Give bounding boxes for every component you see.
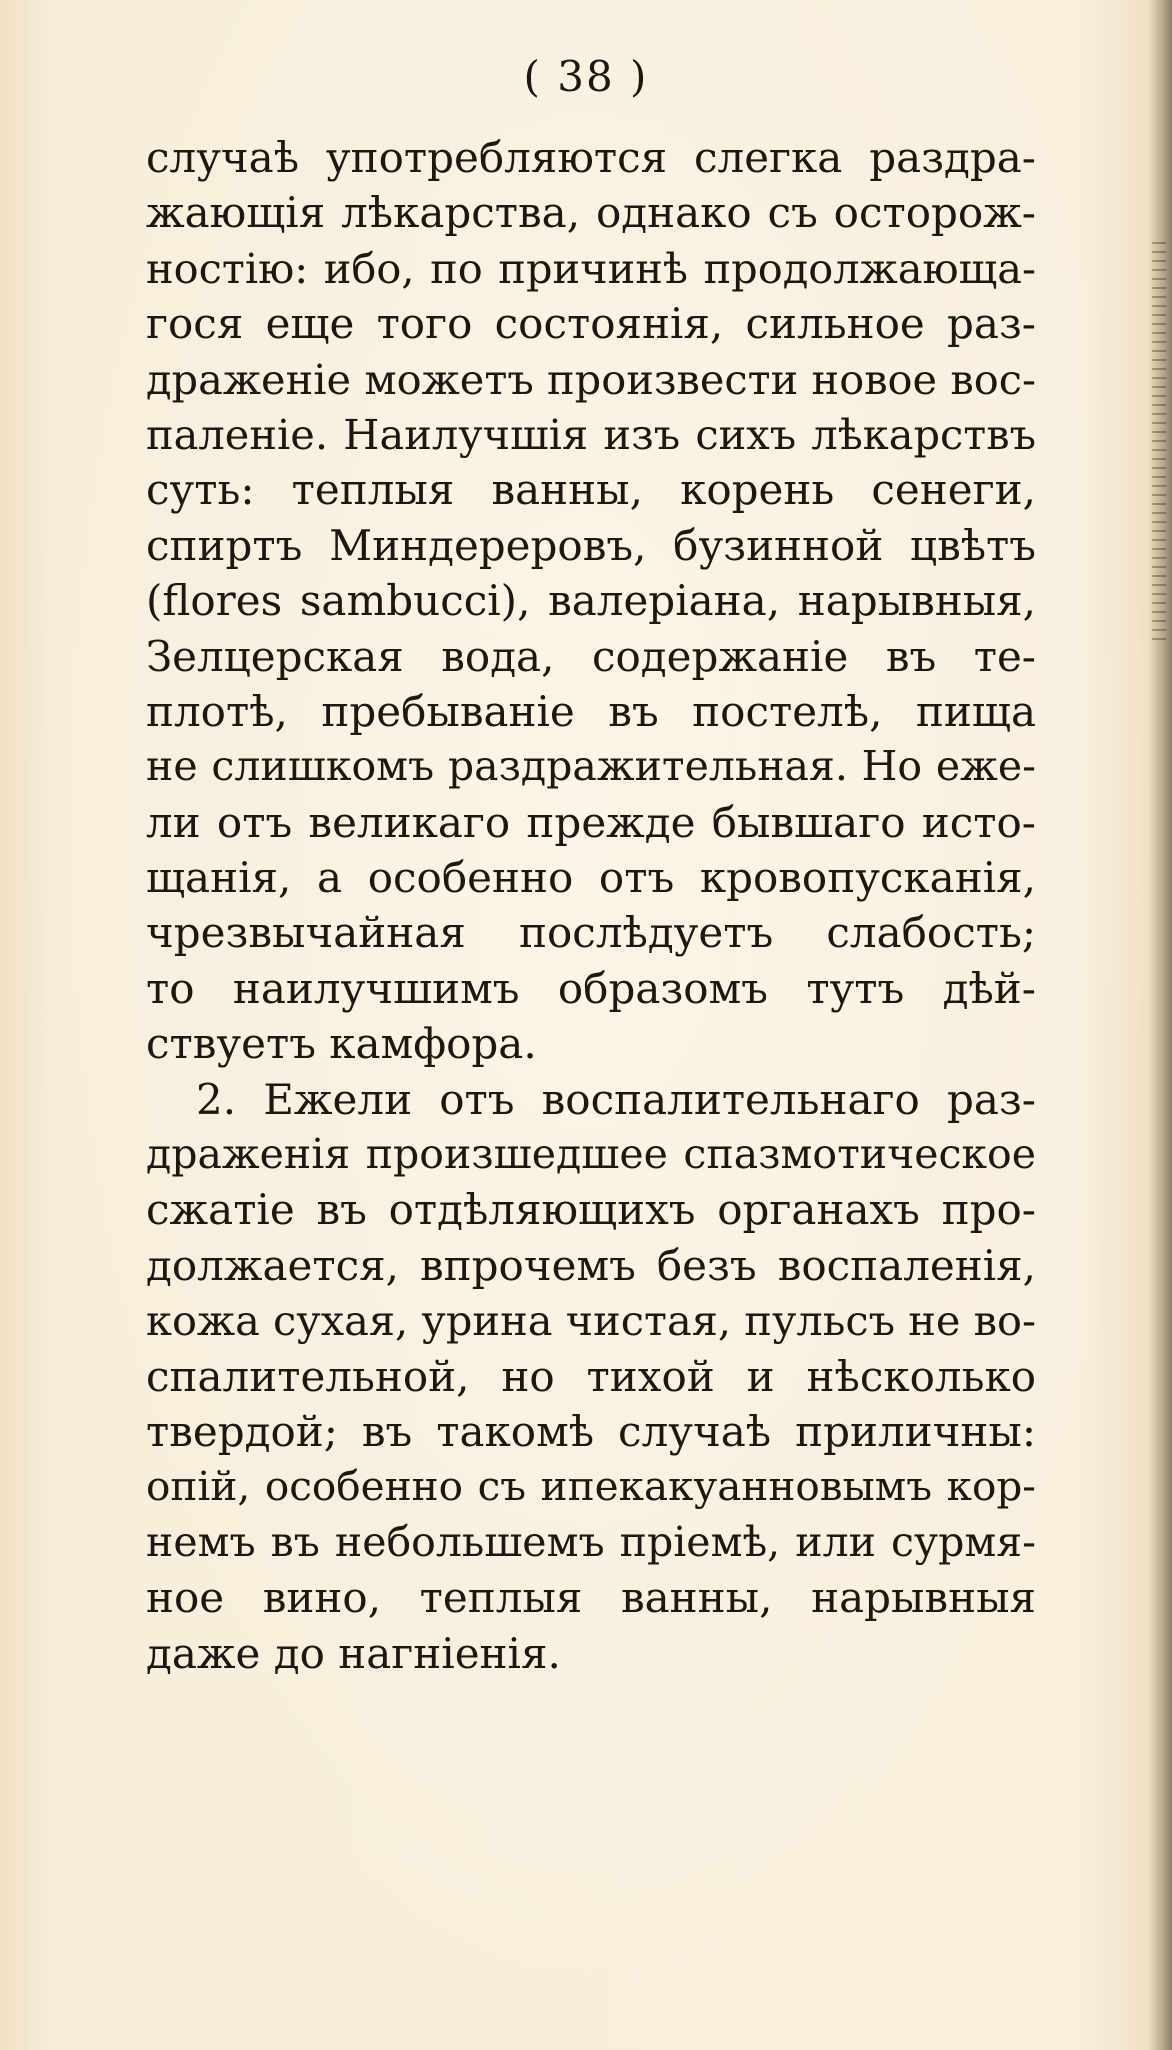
text-line: ствуетъ камфора. xyxy=(146,1019,537,1069)
text-line: ное вино, теплыя ванны, нарывныя xyxy=(146,1573,1036,1623)
text-line: случаѣ употребляются слегка раздра- xyxy=(146,133,1036,182)
text-line: суть: теплыя ванны, корень сенеги, xyxy=(146,465,1036,515)
text-line: то наилучшимъ образомъ тутъ дѣй- xyxy=(146,963,1036,1013)
text-line: сжатіе въ отдѣляющихъ органахъ про- xyxy=(146,1185,1036,1235)
page-number-header: ( 38 ) xyxy=(523,52,649,101)
text-line: спалительной, но тихой и нѣсколько xyxy=(146,1351,1036,1401)
text-line: (flores sambucci), валеріана, нарывныя, xyxy=(146,576,1036,626)
text-line: ностію: ибо, по причинѣ продолжающа- xyxy=(146,243,1036,293)
text-line: не слишкомъ раздражительная. Но еже- xyxy=(146,742,1036,791)
text-line: опій, особенно съ ипекакуанновымъ кор- xyxy=(146,1462,1036,1511)
text-line: паленіе. Наилучшія изъ сихъ лѣкарствъ xyxy=(146,409,1036,459)
binding-marks xyxy=(1152,240,1166,640)
text-line: должается, впрочемъ безъ воспаленія, xyxy=(146,1240,1036,1290)
text-line: Зелцерская вода, содержаніе въ те- xyxy=(146,631,1036,681)
text-line: немъ въ небольшемъ пріемѣ, или сурмя- xyxy=(146,1517,1036,1566)
text-line: жающія лѣкарства, однако съ осторож- xyxy=(146,188,1036,238)
text-line: гося еще того состоянія, сильное раз- xyxy=(146,299,1036,349)
body-text xyxy=(146,130,1036,1681)
text-line: 2. Ежели отъ воспалительнаго раз- xyxy=(196,1074,1036,1124)
text-line: спиртъ Миндереровъ, бузинной цвѣтъ xyxy=(146,520,1036,570)
text-line: драженія произшедшее спазмотическое xyxy=(146,1130,1036,1179)
text-line: драженіе можетъ произвести новое вос- xyxy=(146,354,1036,404)
text-line: чрезвычайная послѣдуетъ слабость; xyxy=(146,908,1036,958)
text-line: ли отъ великаго прежде бывшаго исто- xyxy=(146,797,1036,847)
text-line: плотѣ, пребываніе въ постелѣ, пища xyxy=(146,686,1036,736)
text-line: щанія, а особенно отъ кровопусканія, xyxy=(146,853,1036,903)
text-line: кожа сухая, урина чистая, пульсъ не во- xyxy=(146,1296,1036,1346)
text-line: даже до нагніенія. xyxy=(146,1628,561,1678)
text-line: твердой; въ такомѣ случаѣ приличны: xyxy=(146,1406,1036,1456)
